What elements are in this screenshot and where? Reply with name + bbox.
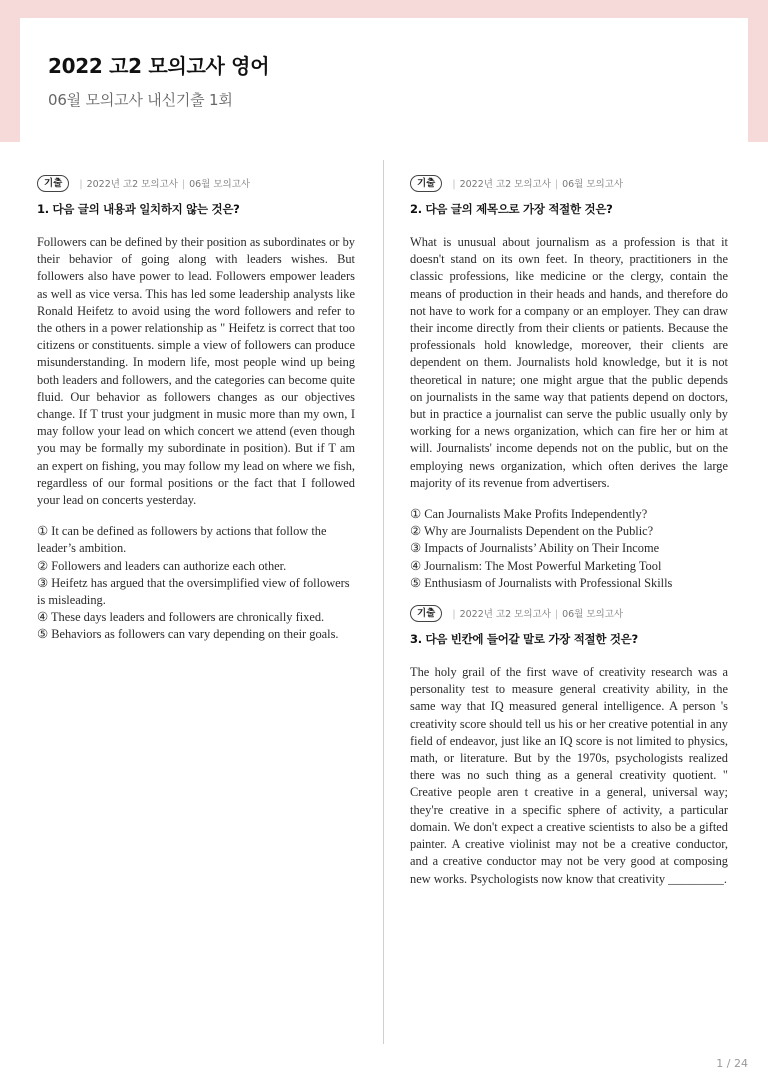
question-title: 3. 다음 빈칸에 들어갈 말로 가장 적절한 것은? <box>410 632 638 647</box>
source-year: 2022년 고2 모의고사 <box>459 179 551 190</box>
answer-option[interactable]: ⑤ Behaviors as followers can vary depending on their goals. <box>37 627 339 642</box>
answer-options <box>410 506 728 592</box>
separator: | <box>452 179 456 190</box>
source-info <box>448 606 623 620</box>
answer-option[interactable]: ③ Impacts of Journalists’ Ability on Their Income <box>410 541 660 556</box>
header-card <box>20 18 748 142</box>
question-3 <box>410 604 728 888</box>
question-passage: What is unusual about journalism as a profession is that it doesn't stand on its own feet. In theory, practitioners in the classic professions, like medicine or the clergy, contain the means of production in their heads and hands, and therefore do not have to work for a company or an employer. They can draw their income directly from their clients or patients. Because the professionals hold knowledge, moreover, their clients are dependent on them. Journalists hold knowledge, but it is not theoretical in nature; one might argue that the public depends on journalists in the same way that patients depend on doctors, but in practice a journalist can serve the public usually only by working for a news organization, which can fire her or him at will. Journalists' income depends not on the public, but on the employing news organization, which often derives the large majority of its revenue from advertisers. <box>410 235 728 490</box>
question-title: 2. 다음 글의 제목으로 가장 적절한 것은? <box>410 202 613 216</box>
source-month: 06월 모의고사 <box>189 179 251 190</box>
source-badge: 기출 <box>37 175 69 192</box>
question-passage: The holy grail of the first wave of creativity research was a personality test to measure general creativity ability, in the same way that IQ measured general intelligence. A person 's creativity score should tell us his or her creative potential in any field of endeavor, just like an IQ score is not limited to physics, math, or literature. But by the 1970s, psychologists realized there was no such thing as a general creativity quotient. " Creative people aren t creative in a general, universal way; they're creative in a specific sphere of activity, a particular domain. We don't expect a creative scientists to also be a gifted painter. A creative violinist may not be a creative conductor, and a creative conductor may not be very good at composing new works. Psychologists now know that creativity _________. <box>410 665 728 886</box>
question-1 <box>37 174 355 644</box>
separator: | <box>554 179 559 190</box>
source-year: 2022년 고2 모의고사 <box>86 179 178 190</box>
source-badge: 기출 <box>410 605 442 622</box>
source-year: 2022년 고2 모의고사 <box>459 609 551 621</box>
answer-option[interactable]: ⑤ Enthusiasm of Journalists with Professional Skills <box>410 575 673 590</box>
answer-options <box>37 523 355 643</box>
answer-option[interactable]: ③ Heifetz has argued that the oversimplified view of followers is misleading. <box>37 575 350 608</box>
source-info <box>448 176 623 190</box>
question-passage: Followers can be defined by their position as subordinates or by their behavior of going along with leaders wishes. But followers also have power to lead. Followers empower leaders as well as vice versa. This has led some leadership analysts like Ronald Heifetz to avoid using the word followers and refer to the others in a power relationship as " Heifetz is correct that too citizens or constituents. simple a view of followers can produce misunderstanding. In modern life, most people wind up being both leaders and followers, and the categories can become quite fluid. Our behavior as followers changes as our objectives change. If T trust your judgment in music more than my own, I may follow your lead on which concert we attend (even though you may be formally my subordinate in position). But if T am an expert on fishing, you may follow my lead on where we fish, regardless of our formal positions or the fact that I followed your lead on concerts yesterday. <box>37 235 355 508</box>
answer-option[interactable]: ② Why are Journalists Dependent on the Public? <box>410 524 654 539</box>
source-badge: 기출 <box>410 175 442 192</box>
question-meta <box>37 174 355 192</box>
separator: | <box>452 609 456 621</box>
answer-option[interactable]: ① It can be defined as followers by actions that follow the leader’s ambition. <box>37 524 327 556</box>
question-meta <box>410 174 728 192</box>
separator: | <box>79 179 83 190</box>
question-title: 1. 다음 글의 내용과 일치하지 않는 것은? <box>37 202 240 216</box>
source-info <box>75 176 250 190</box>
answer-option[interactable]: ④ These days leaders and followers are chronically fixed. <box>37 610 325 625</box>
left-column <box>37 174 355 644</box>
page-title: 2022 고2 모의고사 영어 <box>48 54 270 78</box>
answer-option[interactable]: ② Followers and leaders can authorize each other. <box>37 558 287 573</box>
page-number: 1 / 24 <box>716 1057 748 1070</box>
source-month: 06월 모의고사 <box>562 179 624 190</box>
answer-option[interactable]: ④ Journalism: The Most Powerful Marketing Tool <box>410 558 662 573</box>
page-subtitle: 06월 모의고사 내신기출 1회 <box>48 91 233 109</box>
separator: | <box>181 179 186 190</box>
question-meta <box>410 604 728 622</box>
separator: | <box>554 609 559 621</box>
answer-option[interactable]: ① Can Journalists Make Profits Independently? <box>410 507 648 522</box>
question-2 <box>410 174 728 592</box>
column-divider <box>383 160 384 1044</box>
right-column <box>410 174 728 902</box>
source-month: 06월 모의고사 <box>562 609 624 621</box>
